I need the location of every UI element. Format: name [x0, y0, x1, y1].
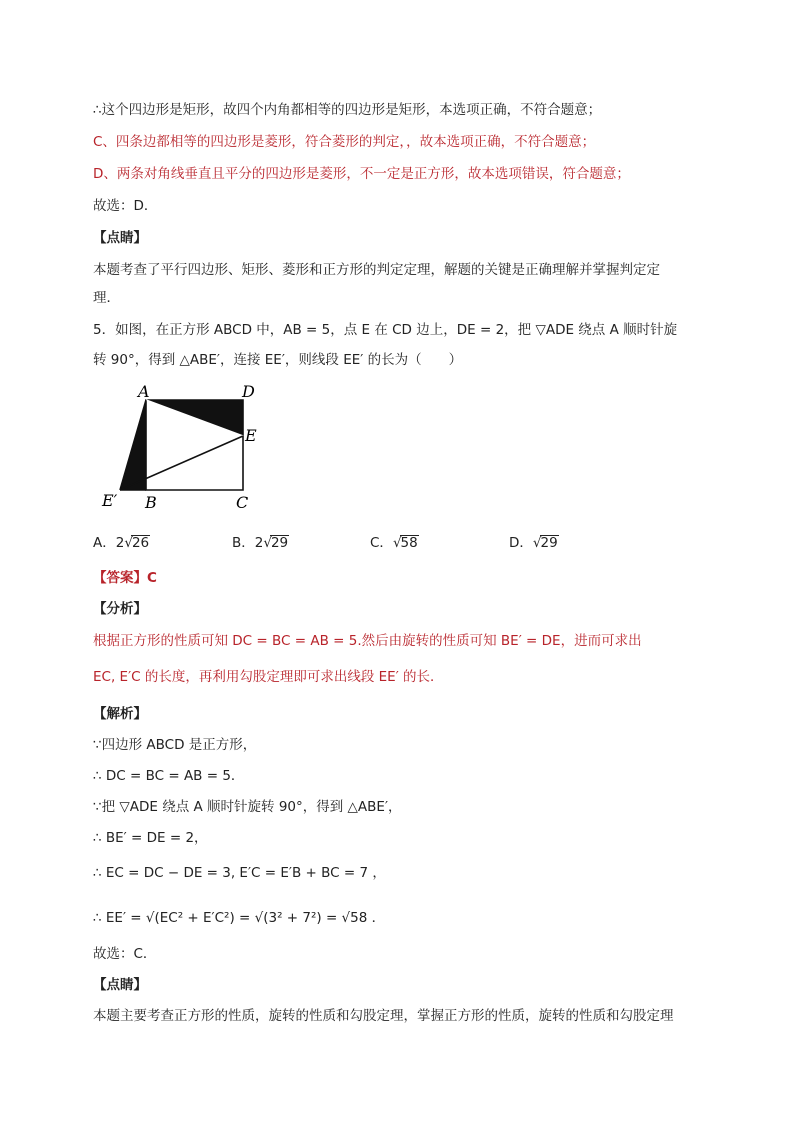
sqrt-icon: √	[392, 535, 402, 551]
solution-line-3: ∵把 ▽ADE 绕点 A 顺时针旋转 90°，得到 △ABE′，	[93, 799, 402, 815]
option-a	[93, 533, 150, 553]
text-line-7: 理．	[93, 290, 120, 306]
question-5-line-2: 转 90°，得到 △ABE′，连接 EE′，则线段 EE′ 的长为（ ）	[93, 352, 463, 368]
label-c: C	[236, 493, 249, 512]
option-d-radicand: 29	[540, 535, 558, 551]
option-b-radicand: 29	[270, 535, 289, 551]
dianjing-text: 本题主要考查正方形的性质，旋转的性质和勾股定理，掌握正方形的性质，旋转的性质和勾股定理	[93, 1008, 674, 1024]
dianjing-label-2: 【点睛】	[93, 977, 147, 993]
dianjing-label-1: 【点睛】	[93, 230, 147, 246]
sqrt-icon: √	[124, 535, 133, 551]
analysis-line-1: 根据正方形的性质可知 DC = BC = AB = 5.然后由旋转的性质可知 BE′ = DE，进而可求出	[93, 633, 642, 649]
answer-label: 【答案】C	[93, 570, 157, 586]
text-line-2: C、四条边都相等的四边形是菱形，符合菱形的判定，，故本选项正确，不符合题意；	[93, 134, 596, 150]
question-5-line-1: 5．如图，在正方形 ABCD 中，AB = 5，点 E 在 CD 边上，DE = 2，把 ▽ADE 绕点 A 顺时针旋	[93, 322, 678, 338]
option-d-label: D．	[509, 535, 533, 551]
analysis-line-2: EC, E′C 的长度，再利用勾股定理即可求出线段 EE′ 的长．	[93, 669, 444, 685]
sqrt-icon: √	[532, 535, 542, 551]
label-b: B	[145, 493, 157, 512]
sqrt-icon: √	[263, 535, 272, 551]
solution-line-1: ∵四边形 ABCD 是正方形，	[93, 737, 257, 753]
text-line-6: 本题考查了平行四边形、矩形、菱形和正方形的判定定理，解题的关键是正确理解并掌握判定定	[93, 262, 660, 278]
option-a-coef: 2	[115, 535, 125, 551]
solution-line-6: ∴ EE′ = √(EC² + E′C²) = √(3² + 7²) = √58 ．	[93, 910, 386, 926]
option-b-coef: 2	[254, 535, 264, 551]
option-b	[232, 533, 289, 553]
geometry-figure	[96, 380, 266, 515]
label-e: E	[245, 426, 257, 445]
option-c-label: C．	[370, 535, 393, 551]
solution-line-7: 故选：C．	[93, 946, 157, 962]
text-line-1: ∴这个四边形是矩形，故四个内角都相等的四边形是矩形，本选项正确，不符合题意；	[93, 102, 602, 118]
option-a-radicand: 26	[131, 535, 150, 551]
option-c	[370, 533, 419, 553]
option-a-label: A．	[93, 535, 116, 551]
option-c-radicand: 58	[400, 535, 418, 551]
text-line-3: D、两条对角线垂直且平分的四边形是菱形，不一定是正方形，故本选项错误，符合题意；	[93, 166, 630, 182]
solution-line-5: ∴ EC = DC − DE = 3, E′C = E′B + BC = 7 ，	[93, 865, 386, 881]
text-line-4: 故选：D．	[93, 198, 158, 214]
label-d: D	[242, 382, 255, 401]
analysis-label: 【分析】	[93, 601, 147, 617]
solution-line-4: ∴ BE′ = DE = 2，	[93, 830, 208, 846]
label-e-prime: E′	[102, 491, 118, 510]
solution-label: 【解析】	[93, 706, 147, 722]
solution-line-2: ∴ DC = BC = AB = 5．	[93, 768, 245, 784]
option-b-label: B．	[232, 535, 255, 551]
option-d	[509, 533, 559, 553]
label-a: A	[138, 382, 150, 401]
